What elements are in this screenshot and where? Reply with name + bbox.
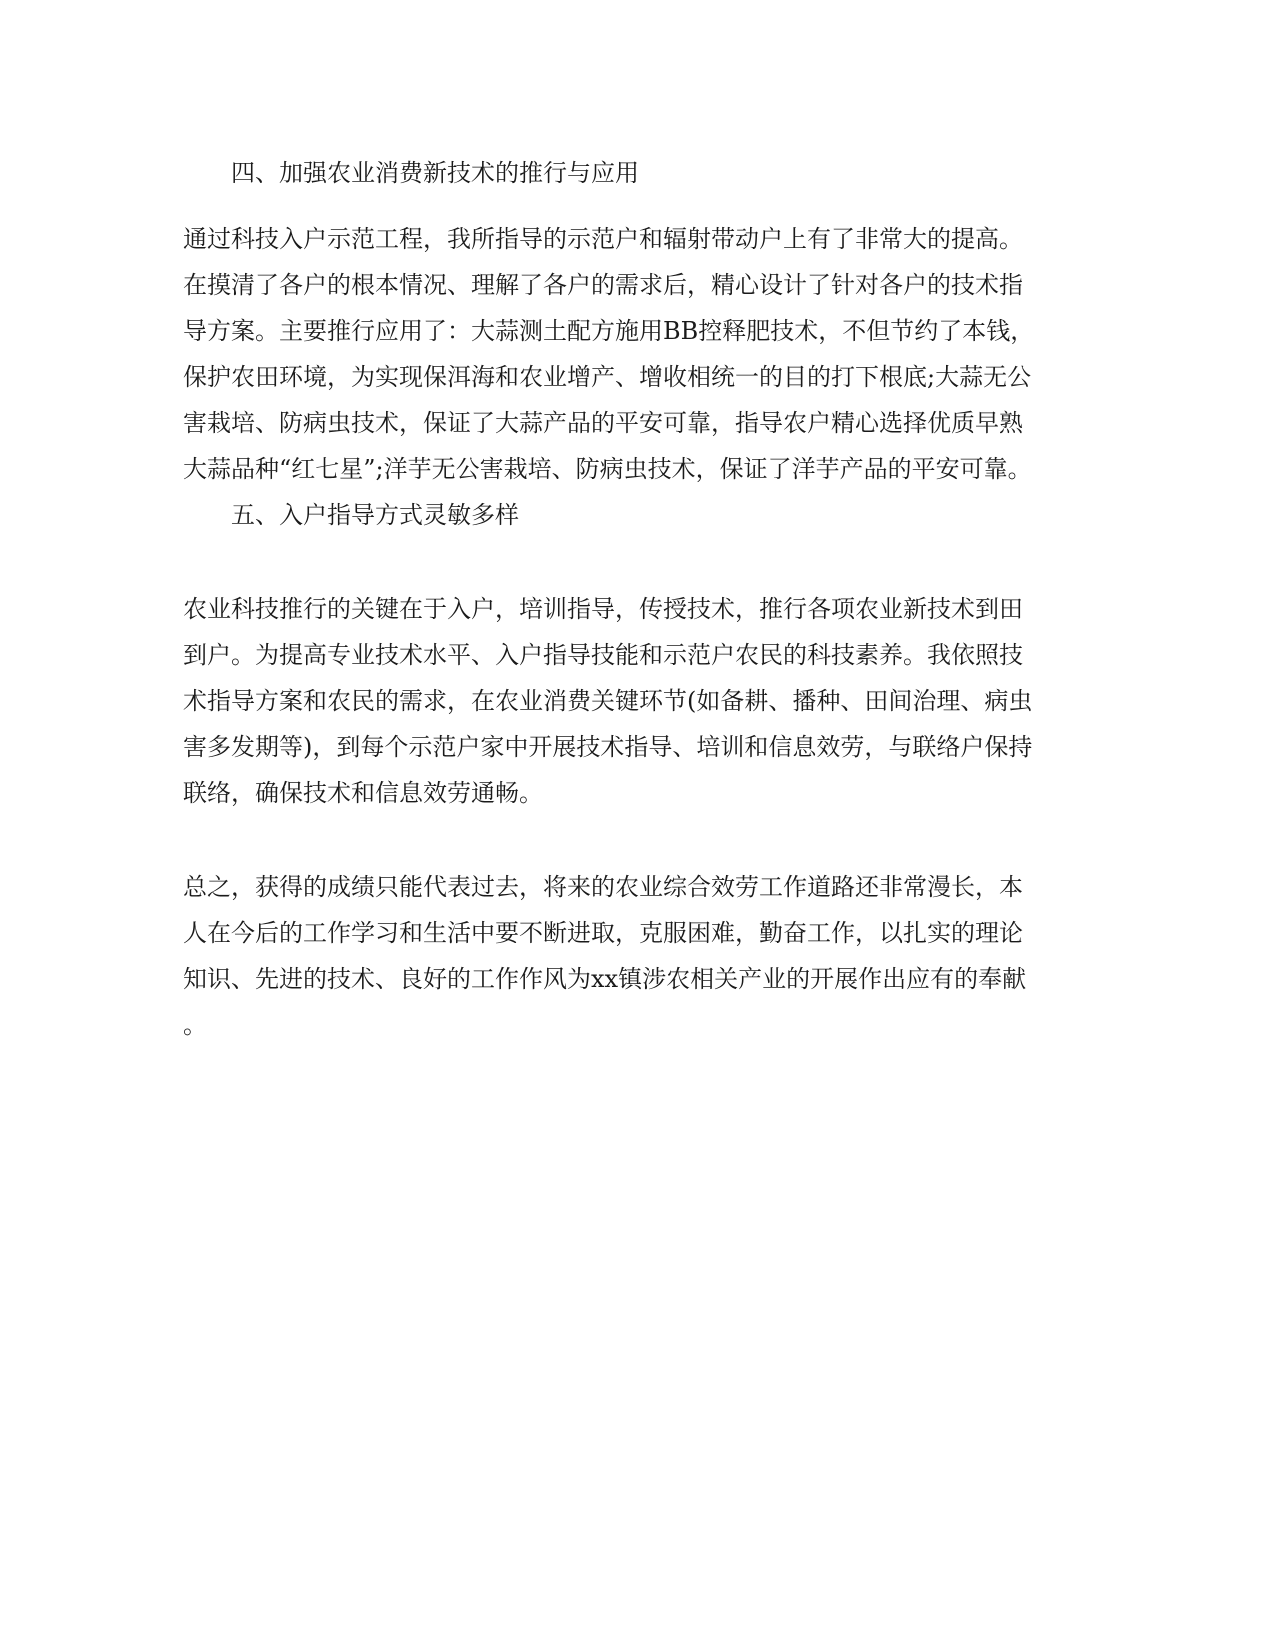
paragraph-line: 在摸清了各户的根本情况、理解了各户的需求后，精心设计了针对各户的技术指 (183, 271, 1023, 299)
paragraph-line: 通过科技入户示范工程，我所指导的示范户和辐射带动户上有了非常大的提高。 (183, 225, 1023, 253)
conclusion-line: 。 (183, 1011, 207, 1039)
paragraph-line: 术指导方案和农民的需求，在农业消费关键环节(如备耕、播种、田间治理、病虫 (183, 687, 1033, 715)
conclusion-line: 总之，获得的成绩只能代表过去，将来的农业综合效劳工作道路还非常漫长，本 (183, 873, 1023, 901)
paragraph-line: 导方案。主要推行应用了：大蒜测土配方施用BB控释肥技术，不但节约了本钱， (183, 317, 1035, 345)
section-heading-5: 五、入户指导方式灵敏多样 (231, 501, 519, 529)
paragraph-line: 保护农田环境，为实现保洱海和农业增产、增收相统一的目的打下根底;大蒜无公 (183, 363, 1032, 391)
paragraph-line: 农业科技推行的关键在于入户，培训指导，传授技术，推行各项农业新技术到田 (183, 595, 1023, 623)
paragraph-line: 害栽培、防病虫技术，保证了大蒜产品的平安可靠，指导农户精心选择优质早熟 (183, 409, 1023, 437)
section-heading-4: 四、加强农业消费新技术的推行与应用 (231, 159, 639, 187)
conclusion-line: 人在今后的工作学习和生活中要不断进取，克服困难，勤奋工作，以扎实的理论 (183, 919, 1023, 947)
paragraph-line: 害多发期等)，到每个示范户家中开展技术指导、培训和信息效劳，与联络户保持 (183, 733, 1033, 761)
paragraph-line: 到户。为提高专业技术水平、入户指导技能和示范户农民的科技素养。我依照技 (183, 641, 1023, 669)
conclusion-line: 知识、先进的技术、良好的工作作风为xx镇涉农相关产业的开展作出应有的奉献 (183, 965, 1027, 993)
paragraph-line: 联络，确保技术和信息效劳通畅。 (183, 779, 543, 807)
paragraph-line: 大蒜品种“红七星”;洋芋无公害栽培、防病虫技术，保证了洋芋产品的平安可靠。 (183, 455, 1032, 483)
